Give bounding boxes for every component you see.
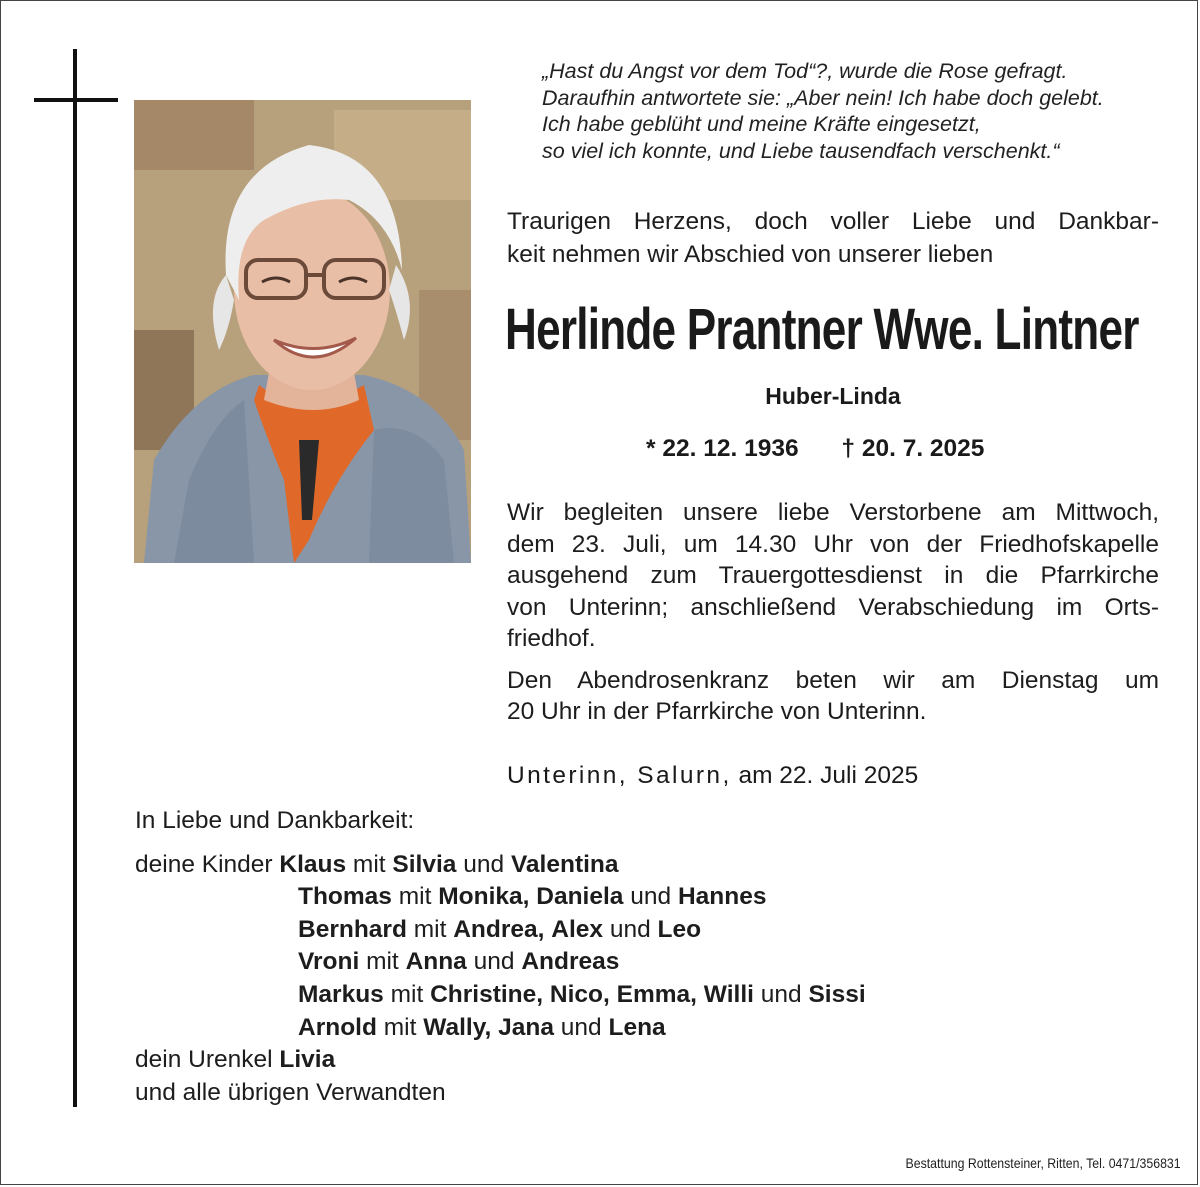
relative-name: Nico <box>549 980 603 1008</box>
family-row: Markus mit Christine, Nico, Emma, Willi und Sissi <box>298 980 866 1008</box>
relative-name: Wally <box>423 1013 485 1041</box>
intro-line: Traurigen Herzens, doch voller Liebe und Dankbar- <box>507 208 1159 235</box>
mourners-list <box>135 805 1035 1109</box>
relative-name: Christine <box>430 980 537 1008</box>
quote-line: Daraufhin antwortete sie: „Aber nein! Ich habe doch gelebt. <box>542 85 1104 110</box>
relative-name: Sissi <box>808 980 866 1008</box>
great-grandchild-name: Livia <box>279 1046 336 1074</box>
relatives-line: und alle übrigen Verwandten <box>135 1078 446 1106</box>
family-row <box>135 1044 1035 1077</box>
funeral-line: dem 23. Juli, um 14.30 Uhr von der Friedhofskapelle <box>507 530 1159 558</box>
rosary-line: Den Abendrosenkranz beten wir am Dienstag um <box>507 666 1159 694</box>
relative-name: Leo <box>657 915 702 943</box>
relative-name: Daniela <box>536 883 624 911</box>
quote-block <box>542 58 1162 164</box>
relative-name: Lena <box>608 1013 666 1041</box>
family-row: Arnold mit Wally, Jana und Lena <box>298 1013 666 1041</box>
quote-line: so viel ich konnte, und Liebe tausendfach verschenkt.“ <box>542 138 1060 163</box>
intro-text <box>507 205 1159 271</box>
relative-name: Andrea <box>453 915 538 943</box>
child-name: Thomas <box>298 883 392 911</box>
family-row: Bernhard mit Andrea, Alex und Leo <box>298 915 702 943</box>
child-name: Vroni <box>298 948 360 976</box>
deceased-name: Herlinde Prantner Wwe. Lintner <box>505 297 1139 362</box>
relative-name: Emma <box>616 980 691 1008</box>
intro-line: keit nehmen wir Abschied von unserer lieben <box>507 241 994 268</box>
child-name: Klaus <box>279 850 347 878</box>
funeral-line: friedhof. <box>507 625 596 652</box>
child-name: Markus <box>298 980 384 1008</box>
quote-line: Ich habe geblüht und meine Kräfte eingesetzt, <box>542 112 981 136</box>
child-name: Arnold <box>298 1013 377 1041</box>
funeral-details <box>507 497 1159 728</box>
relative-name: Anna <box>405 948 467 976</box>
portrait-photo <box>134 100 471 563</box>
cross-icon-bar <box>34 98 118 102</box>
child-name: Bernhard <box>298 915 407 943</box>
place-date <box>507 760 918 792</box>
funeral-home-credit: Bestattung Rottensteiner, Ritten, Tel. 0471/356831 <box>905 1155 1181 1171</box>
relative-name: Andreas <box>521 948 620 976</box>
relative-name: Willi <box>703 980 754 1008</box>
relative-name: Silvia <box>392 850 457 878</box>
quote-line: „Hast du Angst vor dem Tod“?, wurde die Rose gefragt. <box>542 59 1068 83</box>
family-row: deine Kinder Klaus mit Silvia und Valentina <box>135 850 619 878</box>
family-row: Thomas mit Monika, Daniela und Hannes <box>298 883 767 911</box>
funeral-line: von Unterinn; anschließend Verabschiedung im Orts- <box>507 593 1159 621</box>
birth-date: * 22. 12. 1936 <box>646 435 799 462</box>
notice-date: am 22. Juli 2025 <box>738 762 919 789</box>
cross-icon <box>73 49 77 1107</box>
great-grandchild-label: dein Urenkel <box>135 1046 273 1074</box>
funeral-line: ausgehend zum Trauergottesdienst in die Pfarrkirche <box>507 562 1159 589</box>
rosary-line: 20 Uhr in der Pfarrkirche von Unterinn. <box>507 698 927 725</box>
relative-name: Valentina <box>510 850 619 878</box>
place-towns: Unterinn, Salurn, <box>507 762 732 789</box>
children-label: deine Kinder <box>135 850 273 878</box>
life-dates <box>646 433 1066 465</box>
thanks-heading: In Liebe und Dankbarkeit: <box>135 807 415 834</box>
relative-name: Hannes <box>677 883 767 911</box>
relative-name: Alex <box>551 915 604 943</box>
relative-name: Jana <box>498 1013 554 1041</box>
death-date: † 20. 7. 2025 <box>841 435 985 462</box>
deceased-nickname: Huber-Linda <box>765 383 901 409</box>
relative-name: Monika <box>438 883 523 911</box>
family-row: Vroni mit Anna und Andreas <box>298 948 620 976</box>
funeral-line: Wir begleiten unsere liebe Verstorbene am Mittwoch, <box>507 499 1159 526</box>
